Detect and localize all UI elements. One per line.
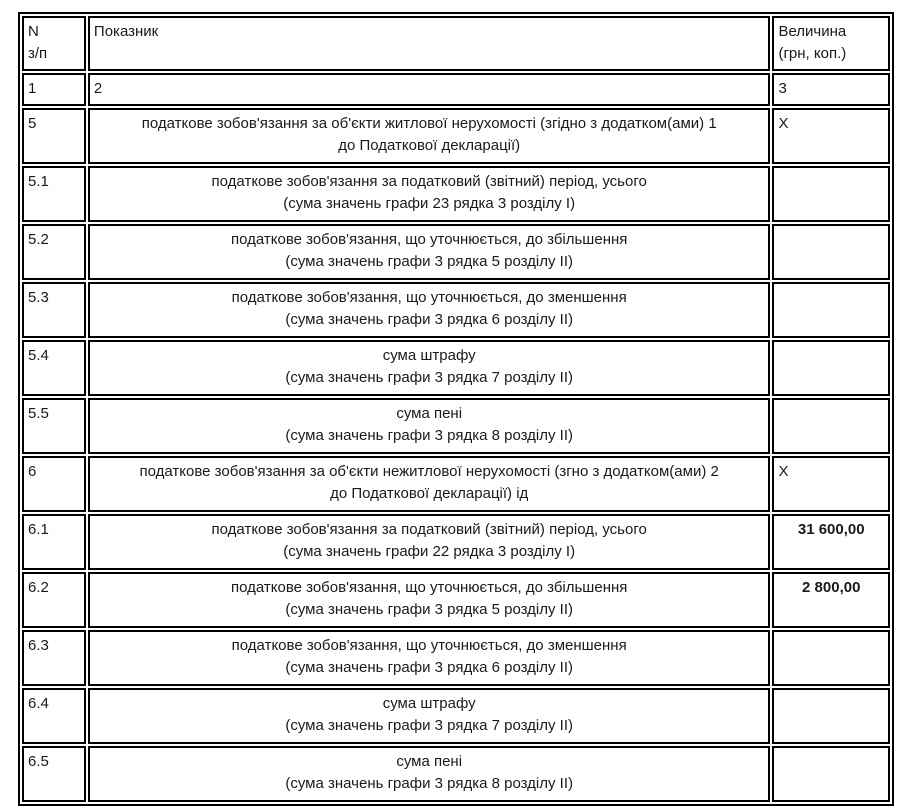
row-value: Х bbox=[778, 463, 789, 480]
table-body bbox=[22, 108, 890, 802]
row-value-cell[interactable] bbox=[772, 456, 890, 512]
row-indicator bbox=[88, 456, 771, 512]
indicator-text: сума штрафу bbox=[382, 347, 476, 364]
column-index-2: 2 bbox=[88, 73, 771, 106]
row-value-cell[interactable] bbox=[772, 688, 890, 744]
row-indicator bbox=[88, 108, 771, 164]
row-number-text: 5.1 bbox=[28, 173, 49, 190]
row-number-text: 5.3 bbox=[28, 289, 49, 306]
row-number bbox=[22, 166, 86, 222]
tax-declaration-table bbox=[18, 12, 894, 806]
indicator-text: сума пені bbox=[396, 405, 463, 422]
table-row bbox=[22, 746, 890, 802]
row-number bbox=[22, 108, 86, 164]
row-number bbox=[22, 340, 86, 396]
row-number bbox=[22, 572, 86, 628]
column-index-row bbox=[22, 73, 890, 106]
indicator-text: сума пені bbox=[396, 753, 463, 770]
header-value-unit: (грн, коп.) bbox=[778, 45, 847, 62]
row-value-cell[interactable] bbox=[772, 224, 890, 280]
row-value: 31 600,00 bbox=[797, 521, 865, 538]
header-value-label: Величина bbox=[778, 23, 847, 40]
indicator-note: до Податкової декларації) ід bbox=[330, 485, 529, 502]
row-number bbox=[22, 746, 86, 802]
indicator-note: (сума значень графи 3 рядка 5 розділу II) bbox=[285, 253, 574, 270]
indicator-text: сума штрафу bbox=[382, 695, 476, 712]
indicator-note: (сума значень графи 3 рядка 6 розділу II) bbox=[285, 659, 574, 676]
table-header-row bbox=[22, 16, 890, 71]
row-value: 2 800,00 bbox=[802, 579, 861, 596]
row-value-cell[interactable] bbox=[772, 166, 890, 222]
indicator-text: податкове зобов'язання за об'єкти житлової нерухомості (згідно з додатком(ами) 1 bbox=[141, 115, 717, 132]
header-number-cell bbox=[22, 16, 86, 71]
row-number-text: 5.2 bbox=[28, 231, 49, 248]
row-number-text: 6 bbox=[28, 463, 37, 480]
table-row bbox=[22, 456, 890, 512]
indicator-note: до Податкової декларації) bbox=[338, 137, 521, 154]
row-number-text: 6.5 bbox=[28, 753, 49, 770]
row-value-cell[interactable] bbox=[772, 572, 890, 628]
row-number-text: 6.2 bbox=[28, 579, 49, 596]
indicator-note: (сума значень графи 3 рядка 5 розділу II) bbox=[285, 601, 574, 618]
table-row bbox=[22, 688, 890, 744]
row-number bbox=[22, 398, 86, 454]
table-row bbox=[22, 282, 890, 338]
row-number-text: 6.4 bbox=[28, 695, 49, 712]
table-row bbox=[22, 572, 890, 628]
indicator-note: (сума значень графи 3 рядка 8 розділу II) bbox=[285, 775, 574, 792]
row-number-text: 5.5 bbox=[28, 405, 49, 422]
indicator-text: податкове зобов'язання за об'єкти нежитлової нерухомості (згно з додатком(ами) 2 bbox=[139, 463, 719, 480]
row-number-text: 6.3 bbox=[28, 637, 49, 654]
row-number-text: 6.1 bbox=[28, 521, 49, 538]
row-value-cell[interactable] bbox=[772, 398, 890, 454]
row-value-cell[interactable] bbox=[772, 746, 890, 802]
table-row bbox=[22, 108, 890, 164]
row-indicator bbox=[88, 688, 771, 744]
table-row bbox=[22, 630, 890, 686]
header-number-label: N bbox=[28, 23, 39, 40]
indicator-note: (сума значень графи 3 рядка 8 розділу II) bbox=[285, 427, 574, 444]
row-indicator bbox=[88, 630, 771, 686]
row-indicator bbox=[88, 514, 771, 570]
indicator-note: (сума значень графи 3 рядка 7 розділу II) bbox=[285, 369, 574, 386]
row-value-cell[interactable] bbox=[772, 630, 890, 686]
row-value-cell[interactable] bbox=[772, 340, 890, 396]
column-index-3: 3 bbox=[772, 73, 890, 106]
row-number bbox=[22, 514, 86, 570]
indicator-text: податкове зобов'язання, що уточнюється, до збільшення bbox=[230, 231, 628, 248]
row-number bbox=[22, 456, 86, 512]
row-number bbox=[22, 630, 86, 686]
table-row bbox=[22, 166, 890, 222]
table-row bbox=[22, 398, 890, 454]
row-number bbox=[22, 688, 86, 744]
indicator-text: податкове зобов'язання за податковий (звітний) період, усього bbox=[211, 521, 647, 538]
indicator-note: (сума значень графи 3 рядка 7 розділу II) bbox=[285, 717, 574, 734]
indicator-note: (сума значень графи 3 рядка 6 розділу II) bbox=[285, 311, 574, 328]
indicator-text: податкове зобов'язання, що уточнюється, до зменшення bbox=[231, 637, 627, 654]
header-indicator-cell bbox=[88, 16, 771, 71]
indicator-text: податкове зобов'язання за податковий (звітний) період, усього bbox=[211, 173, 647, 190]
row-value: Х bbox=[778, 115, 789, 132]
header-number-sublabel: з/п bbox=[28, 45, 48, 62]
row-indicator bbox=[88, 282, 771, 338]
row-indicator bbox=[88, 340, 771, 396]
row-number-text: 5.4 bbox=[28, 347, 49, 364]
table-row bbox=[22, 224, 890, 280]
row-indicator bbox=[88, 572, 771, 628]
row-number bbox=[22, 282, 86, 338]
indicator-note: (сума значень графи 22 рядка 3 розділу I) bbox=[283, 543, 576, 560]
column-index-1: 1 bbox=[22, 73, 86, 106]
header-value-cell bbox=[772, 16, 890, 71]
indicator-note: (сума значень графи 23 рядка 3 розділу I) bbox=[283, 195, 576, 212]
row-indicator bbox=[88, 166, 771, 222]
row-indicator bbox=[88, 746, 771, 802]
row-indicator bbox=[88, 224, 771, 280]
row-value-cell[interactable] bbox=[772, 282, 890, 338]
row-number bbox=[22, 224, 86, 280]
row-number-text: 5 bbox=[28, 115, 37, 132]
indicator-text: податкове зобов'язання, що уточнюється, до збільшення bbox=[230, 579, 628, 596]
table-row bbox=[22, 514, 890, 570]
header-indicator-label: Показник bbox=[93, 23, 159, 40]
row-indicator bbox=[88, 398, 771, 454]
indicator-text: податкове зобов'язання, що уточнюється, до зменшення bbox=[231, 289, 627, 306]
row-value-cell[interactable] bbox=[772, 514, 890, 570]
row-value-cell[interactable] bbox=[772, 108, 890, 164]
table-row bbox=[22, 340, 890, 396]
